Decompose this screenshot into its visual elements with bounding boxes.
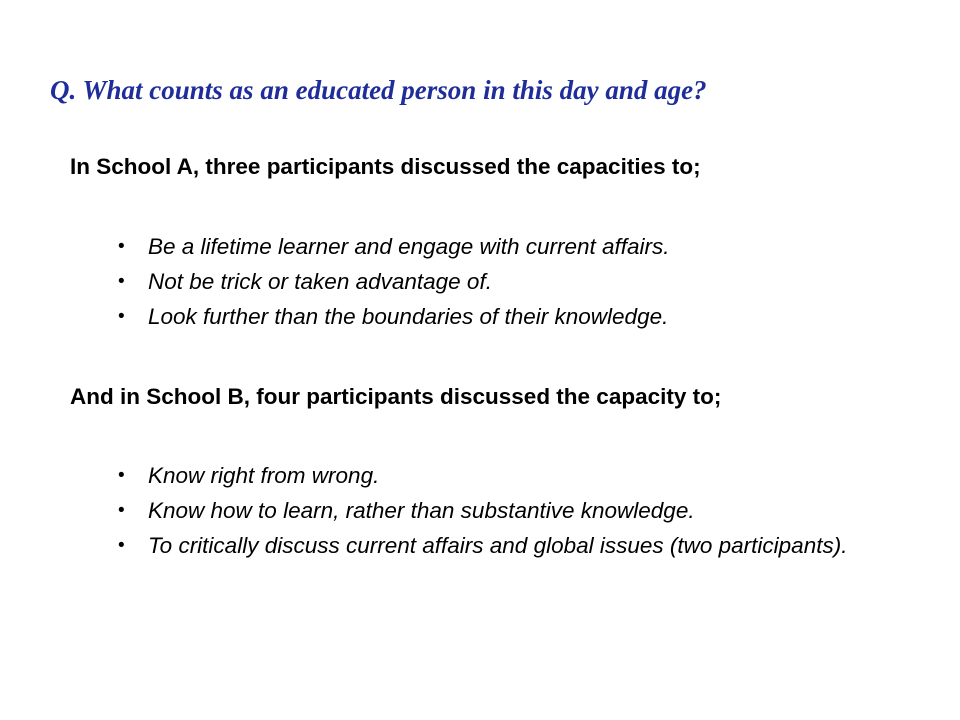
list-item — [118, 493, 868, 528]
bullet-icon: • — [118, 236, 125, 257]
list-item — [118, 264, 868, 299]
list-item — [118, 229, 868, 264]
list-item — [118, 458, 868, 493]
list-item-text: Be a lifetime learner and engage with current affairs. — [148, 234, 670, 259]
school-b-heading: And in School B, four participants discussed the capacity to; — [70, 384, 722, 409]
list-item — [118, 299, 868, 334]
bullet-icon: • — [118, 306, 125, 327]
bullet-icon: • — [118, 271, 125, 292]
school-b-capacities-list — [118, 458, 868, 563]
list-item-text: Know right from wrong. — [148, 463, 380, 488]
school-a-capacities-list — [118, 229, 868, 334]
question-title: Q. What counts as an educated person in this day and age? — [50, 75, 707, 105]
list-item-text: Look further than the boundaries of their knowledge. — [148, 304, 669, 329]
bullet-icon: • — [118, 500, 125, 521]
list-item-text: Know how to learn, rather than substantive knowledge. — [148, 498, 695, 523]
list-item — [118, 528, 868, 563]
list-item-text: To critically discuss current affairs and global issues (two participants). — [148, 533, 848, 558]
school-a-heading: In School A, three participants discussed the capacities to; — [70, 154, 701, 179]
bullet-icon: • — [118, 535, 125, 556]
bullet-icon: • — [118, 465, 125, 486]
list-item-text: Not be trick or taken advantage of. — [148, 269, 492, 294]
